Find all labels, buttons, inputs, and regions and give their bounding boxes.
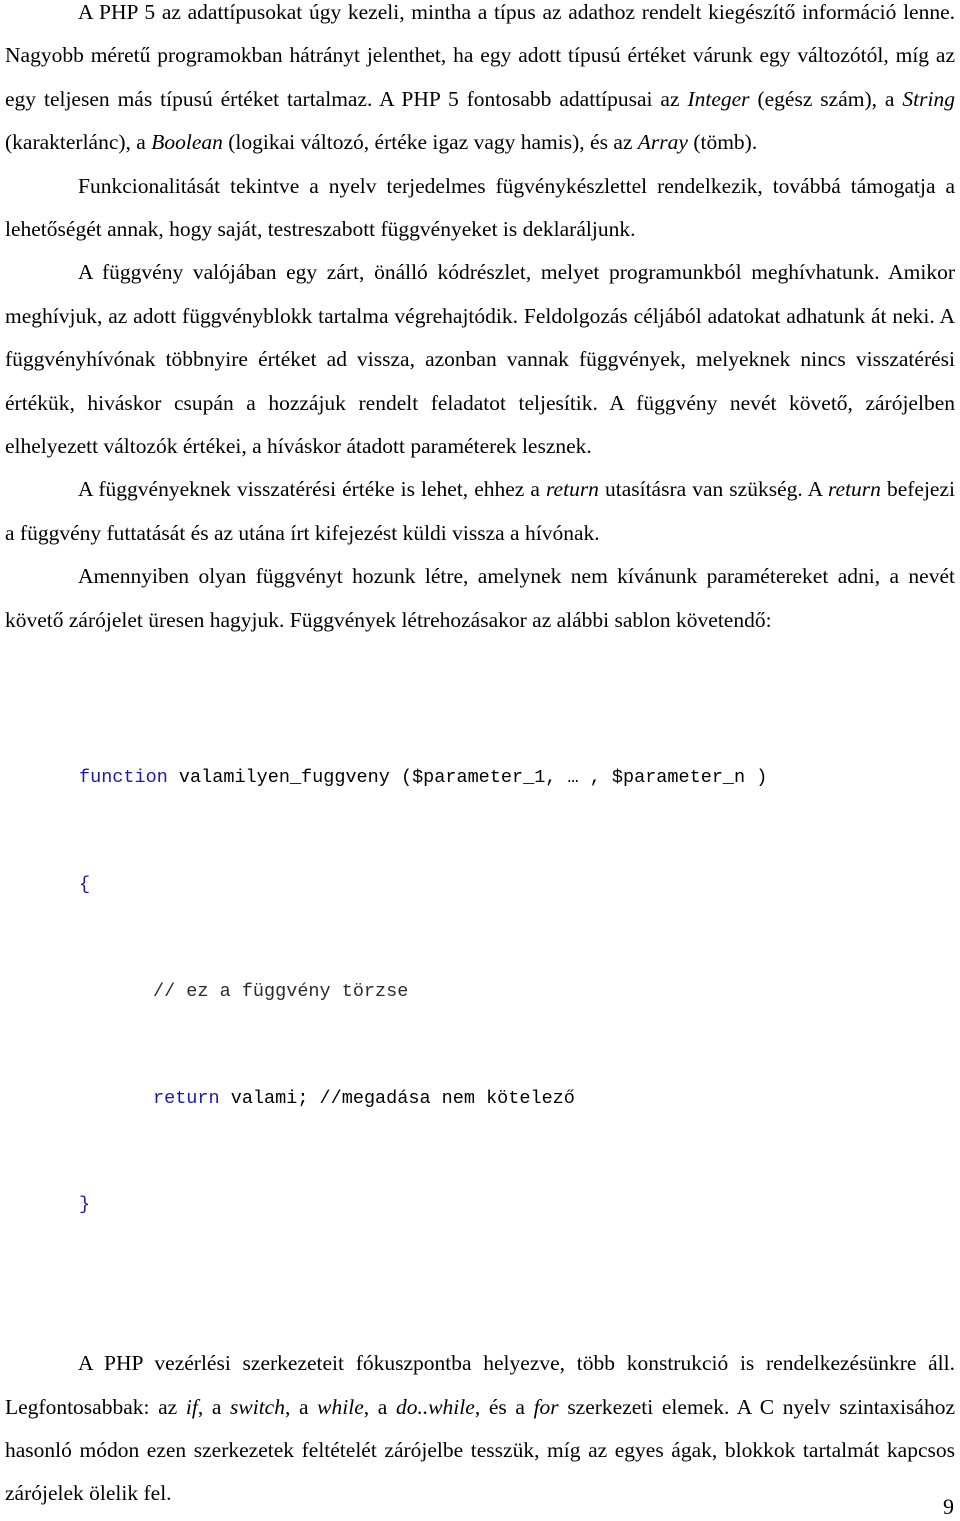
term-if: if xyxy=(185,1394,198,1419)
code-close-brace: } xyxy=(79,1194,91,1216)
paragraph-php-datatypes xyxy=(5,0,955,165)
text-run: , a xyxy=(284,1394,318,1419)
code-sample xyxy=(79,689,955,1294)
text-run: szerkezeti elemek. A C nyelv szintaxisához hasonló módon ezen szerkezetek feltételét zárójelbe tesszük, míg az egyes ágak, blokkok tartalmát kapcsos zárójelek ölelik fel. xyxy=(5,1394,955,1506)
text-run: (karakterlánc), a xyxy=(5,130,152,155)
term-boolean: Boolean xyxy=(151,130,223,155)
code-keyword-return: return xyxy=(153,1087,220,1109)
code-keyword-function: function xyxy=(79,767,168,789)
text-run: utasításra van szükség. A xyxy=(598,477,828,502)
text-run: , a xyxy=(197,1394,231,1419)
text-run: (egész szám), a xyxy=(749,86,903,111)
term-integer: Integer xyxy=(687,86,750,111)
code-signature: valamilyen_fuggveny ($parameter_1, … , $parameter_n ) xyxy=(167,767,768,789)
text-run: (tömb). xyxy=(687,130,758,155)
term-return: return xyxy=(545,477,599,502)
paragraph-functionality: Funkcionalitását tekintve a nyelv terjedelmes fügvénykészlettel rendelkezik, továbbá támogatja a lehetőségét annak, hogy saját, testreszabott függvényeket is deklaráljunk. xyxy=(5,173,955,242)
code-line-1 xyxy=(79,760,955,796)
term-while: while xyxy=(317,1394,364,1419)
term-do-while: do..while xyxy=(395,1394,475,1419)
code-comment: // ez a függvény törzse xyxy=(153,980,409,1002)
code-return-statement: valami; //megadása nem kötelező xyxy=(219,1087,575,1109)
text-run: , a xyxy=(363,1394,396,1419)
code-line-4 xyxy=(79,1081,955,1117)
code-open-brace: { xyxy=(79,874,91,896)
code-line-2 xyxy=(79,867,955,903)
text-run: , és a xyxy=(474,1394,534,1419)
paragraph-template-intro: Amennyiben olyan függvényt hozunk létre, amelynek nem kívánunk paramétereket adni, a nevét követő zárójelet üresen hagyjuk. Függvények létrehozásakor az alábbi sablon követendő: xyxy=(5,564,955,632)
term-array: Array xyxy=(637,130,688,155)
term-string: String xyxy=(902,86,955,111)
paragraph-control-structures xyxy=(5,1342,955,1516)
paragraph-function-definition: A függvény valójában egy zárt, önálló kódrészlet, melyet programunkból meghívhatunk. Amikor meghívjuk, az adott függvényblokk tartalma végrehajtódik. Feldolgozás céljából adatokat adhatunk át neki. A függvényhívónak többnyire értéket ad vissza, azonban vannak függvények, melyeknek nincs visszatérési értékük, hiváskor csupán a hozzájuk rendelt feladatot teljesítik. A függvény nevét követő, zárójelben elhelyezett változók értékei, a híváskor átadott paraméterek lesznek. xyxy=(5,260,955,459)
paragraph-return xyxy=(5,468,955,555)
term-switch: switch xyxy=(230,1394,285,1419)
text-run: A PHP 5 az adattípusokat úgy kezeli, mintha a típus az adathoz rendelt kiegészítő információ lenne. Nagyobb méretű programokban hátrányt jelenthet, ha egy adott típusú értéket várunk egy változótól, míg az egy teljesen más típusú értéket tartalmaz. A PHP 5 fontosabb adattípusai az xyxy=(5,0,955,111)
page-number: 9 xyxy=(943,1494,954,1519)
term-for: for xyxy=(533,1394,559,1419)
document-page xyxy=(5,0,955,1516)
code-line-5 xyxy=(79,1187,955,1223)
term-return: return xyxy=(827,477,881,502)
text-run: befejezi a függvény futtatását és az utána írt kifejezést küldi vissza a hívónak. xyxy=(5,477,955,545)
text-run: (logikai változó, értéke igaz vagy hamis), és az xyxy=(222,130,638,155)
code-line-3 xyxy=(79,974,955,1010)
text-run: A függvényeknek visszatérési értéke is lehet, ehhez a xyxy=(78,477,546,502)
text-run: A PHP vezérlési szerkezeteit fókuszpontba helyezve, több konstrukció is rendelkezésünkre áll. Legfontosabbak: az xyxy=(5,1351,955,1419)
